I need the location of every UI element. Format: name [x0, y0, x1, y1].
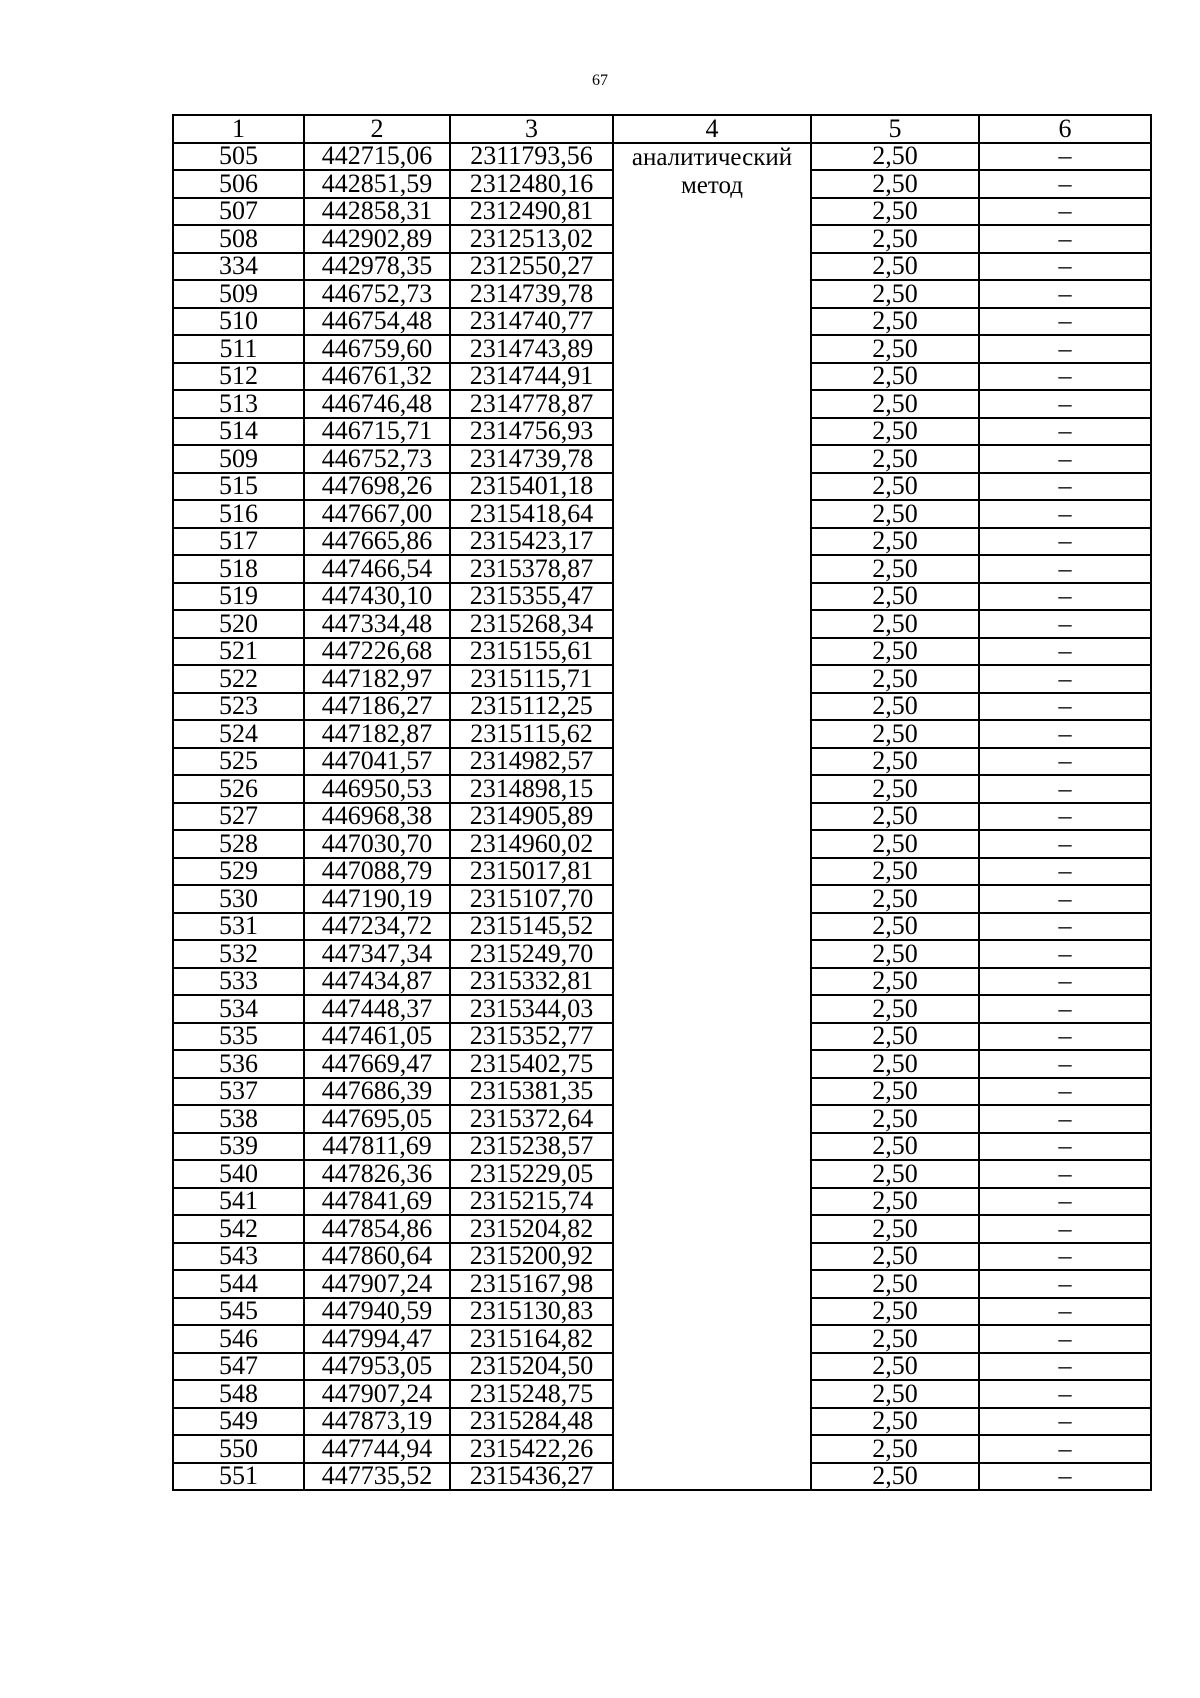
- accuracy-cell: 2,50: [811, 1298, 979, 1326]
- coordinate-y-cell: 2314960,02: [450, 830, 613, 858]
- coordinate-x-cell: 447466,54: [304, 555, 450, 583]
- point-number-cell: 510: [173, 308, 304, 336]
- column-6-cell: –: [979, 1105, 1151, 1133]
- column-6-cell: –: [979, 693, 1151, 721]
- column-6-cell: –: [979, 1188, 1151, 1216]
- point-number-cell: 534: [173, 995, 304, 1023]
- column-6-cell: –: [979, 445, 1151, 473]
- coordinate-y-cell: 2312550,27: [450, 253, 613, 281]
- coordinate-y-cell: 2315436,27: [450, 1463, 613, 1491]
- accuracy-cell: 2,50: [811, 693, 979, 721]
- column-6-cell: –: [979, 1243, 1151, 1271]
- accuracy-cell: 2,50: [811, 1408, 979, 1436]
- column-6-cell: –: [979, 1353, 1151, 1381]
- coordinate-x-cell: 447695,05: [304, 1105, 450, 1133]
- column-6-cell: –: [979, 280, 1151, 308]
- column-6-cell: –: [979, 500, 1151, 528]
- point-number-cell: 516: [173, 500, 304, 528]
- column-6-cell: –: [979, 528, 1151, 556]
- point-number-cell: 528: [173, 830, 304, 858]
- coordinate-y-cell: 2315112,25: [450, 693, 613, 721]
- accuracy-cell: 2,50: [811, 1078, 979, 1106]
- coordinate-y-cell: 2312513,02: [450, 225, 613, 253]
- point-number-cell: 523: [173, 693, 304, 721]
- point-number-cell: 540: [173, 1160, 304, 1188]
- column-6-cell: –: [979, 390, 1151, 418]
- column-6-cell: –: [979, 720, 1151, 748]
- accuracy-cell: 2,50: [811, 638, 979, 666]
- coordinate-x-cell: 447744,94: [304, 1435, 450, 1463]
- method-text: аналитический: [631, 143, 793, 171]
- column-6-cell: –: [979, 1435, 1151, 1463]
- coordinate-y-cell: 2315332,81: [450, 968, 613, 996]
- coordinate-y-cell: 2314739,78: [450, 445, 613, 473]
- point-number-cell: 545: [173, 1298, 304, 1326]
- point-number-cell: 542: [173, 1215, 304, 1243]
- header-cell-3: 3: [450, 115, 613, 143]
- coordinate-y-cell: 2315204,50: [450, 1353, 613, 1381]
- point-number-cell: 507: [173, 198, 304, 226]
- coordinate-x-cell: 447461,05: [304, 1023, 450, 1051]
- coordinate-y-cell: 2315238,57: [450, 1133, 613, 1161]
- coordinate-y-cell: 2315422,26: [450, 1435, 613, 1463]
- coordinate-y-cell: 2315423,17: [450, 528, 613, 556]
- column-6-cell: –: [979, 1133, 1151, 1161]
- accuracy-cell: 2,50: [811, 308, 979, 336]
- coordinate-y-cell: 2315378,87: [450, 555, 613, 583]
- coordinate-y-cell: 2315344,03: [450, 995, 613, 1023]
- accuracy-cell: 2,50: [811, 555, 979, 583]
- coordinate-x-cell: 447907,24: [304, 1380, 450, 1408]
- accuracy-cell: 2,50: [811, 253, 979, 281]
- accuracy-cell: 2,50: [811, 1105, 979, 1133]
- coordinate-x-cell: 447182,97: [304, 665, 450, 693]
- column-6-cell: –: [979, 858, 1151, 886]
- column-6-cell: –: [979, 665, 1151, 693]
- coordinate-y-cell: 2315130,83: [450, 1298, 613, 1326]
- column-6-cell: –: [979, 143, 1151, 171]
- column-6-cell: –: [979, 335, 1151, 363]
- coordinate-x-cell: 442715,06: [304, 143, 450, 171]
- coordinate-x-cell: 446950,53: [304, 775, 450, 803]
- accuracy-cell: 2,50: [811, 1188, 979, 1216]
- accuracy-cell: 2,50: [811, 1215, 979, 1243]
- coordinate-y-cell: 2315107,70: [450, 885, 613, 913]
- coordinate-x-cell: 447430,10: [304, 583, 450, 611]
- coordinate-x-cell: 446761,32: [304, 363, 450, 391]
- accuracy-cell: 2,50: [811, 748, 979, 776]
- column-6-cell: –: [979, 830, 1151, 858]
- accuracy-cell: 2,50: [811, 1435, 979, 1463]
- coordinate-x-cell: 447234,72: [304, 913, 450, 941]
- column-6-cell: –: [979, 1160, 1151, 1188]
- column-6-cell: –: [979, 940, 1151, 968]
- accuracy-cell: 2,50: [811, 830, 979, 858]
- accuracy-cell: 2,50: [811, 775, 979, 803]
- column-6-cell: –: [979, 995, 1151, 1023]
- coordinate-x-cell: 447667,00: [304, 500, 450, 528]
- accuracy-cell: 2,50: [811, 610, 979, 638]
- coordinate-y-cell: 2315402,75: [450, 1050, 613, 1078]
- point-number-cell: 513: [173, 390, 304, 418]
- column-6-cell: –: [979, 610, 1151, 638]
- coordinate-x-cell: 447698,26: [304, 473, 450, 501]
- column-6-cell: –: [979, 198, 1151, 226]
- point-number-cell: 532: [173, 940, 304, 968]
- accuracy-cell: 2,50: [811, 1243, 979, 1271]
- page-number: 67: [592, 72, 608, 89]
- accuracy-cell: 2,50: [811, 1353, 979, 1381]
- accuracy-cell: 2,50: [811, 968, 979, 996]
- accuracy-cell: 2,50: [811, 885, 979, 913]
- coordinate-y-cell: 2315229,05: [450, 1160, 613, 1188]
- table-row: [173, 143, 1151, 171]
- point-number-cell: 509: [173, 280, 304, 308]
- coordinate-y-cell: 2314744,91: [450, 363, 613, 391]
- coordinate-x-cell: 446759,60: [304, 335, 450, 363]
- point-number-cell: 547: [173, 1353, 304, 1381]
- point-number-cell: 539: [173, 1133, 304, 1161]
- accuracy-cell: 2,50: [811, 995, 979, 1023]
- coordinate-y-cell: 2314740,77: [450, 308, 613, 336]
- coordinate-y-cell: 2315167,98: [450, 1270, 613, 1298]
- coordinate-y-cell: 2314905,89: [450, 803, 613, 831]
- coordinate-y-cell: 2314898,15: [450, 775, 613, 803]
- coordinate-y-cell: 2315418,64: [450, 500, 613, 528]
- point-number-cell: 536: [173, 1050, 304, 1078]
- header-cell-4: 4: [613, 115, 811, 143]
- column-6-cell: –: [979, 1270, 1151, 1298]
- column-6-cell: –: [979, 1078, 1151, 1106]
- point-number-cell: 522: [173, 665, 304, 693]
- coordinate-y-cell: 2315248,75: [450, 1380, 613, 1408]
- column-6-cell: –: [979, 803, 1151, 831]
- coordinate-y-cell: 2311793,56: [450, 143, 613, 171]
- point-number-cell: 533: [173, 968, 304, 996]
- coordinate-x-cell: 447669,47: [304, 1050, 450, 1078]
- point-number-cell: 509: [173, 445, 304, 473]
- accuracy-cell: 2,50: [811, 280, 979, 308]
- coordinate-x-cell: 447854,86: [304, 1215, 450, 1243]
- coordinate-y-cell: 2315284,48: [450, 1408, 613, 1436]
- coordinate-y-cell: 2315372,64: [450, 1105, 613, 1133]
- column-6-cell: –: [979, 968, 1151, 996]
- coordinate-y-cell: 2315115,71: [450, 665, 613, 693]
- header-cell-2: 2: [304, 115, 450, 143]
- header-cell-6: 6: [979, 115, 1151, 143]
- point-number-cell: 530: [173, 885, 304, 913]
- point-number-cell: 525: [173, 748, 304, 776]
- coordinate-y-cell: 2315401,18: [450, 473, 613, 501]
- coordinate-x-cell: 446715,71: [304, 418, 450, 446]
- accuracy-cell: 2,50: [811, 665, 979, 693]
- column-6-cell: –: [979, 308, 1151, 336]
- coordinate-y-cell: 2314739,78: [450, 280, 613, 308]
- column-6-cell: –: [979, 1050, 1151, 1078]
- accuracy-cell: 2,50: [811, 583, 979, 611]
- point-number-cell: 515: [173, 473, 304, 501]
- point-number-cell: 508: [173, 225, 304, 253]
- coordinate-y-cell: 2315017,81: [450, 858, 613, 886]
- accuracy-cell: 2,50: [811, 1160, 979, 1188]
- column-6-cell: –: [979, 1298, 1151, 1326]
- coordinate-x-cell: 442851,59: [304, 170, 450, 198]
- column-6-cell: –: [979, 638, 1151, 666]
- point-number-cell: 514: [173, 418, 304, 446]
- coordinate-x-cell: 447811,69: [304, 1133, 450, 1161]
- point-number-cell: 550: [173, 1435, 304, 1463]
- accuracy-cell: 2,50: [811, 1270, 979, 1298]
- coordinate-y-cell: 2315164,82: [450, 1325, 613, 1353]
- accuracy-cell: 2,50: [811, 225, 979, 253]
- coordinate-x-cell: 446752,73: [304, 280, 450, 308]
- point-number-cell: 519: [173, 583, 304, 611]
- coordinate-x-cell: 447686,39: [304, 1078, 450, 1106]
- point-number-cell: 535: [173, 1023, 304, 1051]
- accuracy-cell: 2,50: [811, 335, 979, 363]
- table-body: [173, 115, 1151, 1490]
- column-6-cell: –: [979, 775, 1151, 803]
- column-6-cell: –: [979, 473, 1151, 501]
- column-6-cell: –: [979, 1215, 1151, 1243]
- point-number-cell: 512: [173, 363, 304, 391]
- coordinate-x-cell: 446754,48: [304, 308, 450, 336]
- coordinate-y-cell: 2314756,93: [450, 418, 613, 446]
- coordinate-x-cell: 447030,70: [304, 830, 450, 858]
- accuracy-cell: 2,50: [811, 473, 979, 501]
- point-number-cell: 548: [173, 1380, 304, 1408]
- accuracy-cell: 2,50: [811, 1050, 979, 1078]
- accuracy-cell: 2,50: [811, 143, 979, 171]
- coordinate-x-cell: 442902,89: [304, 225, 450, 253]
- accuracy-cell: 2,50: [811, 1133, 979, 1161]
- point-number-cell: 511: [173, 335, 304, 363]
- coordinate-y-cell: 2314778,87: [450, 390, 613, 418]
- column-6-cell: –: [979, 913, 1151, 941]
- point-number-cell: 551: [173, 1463, 304, 1491]
- coordinate-x-cell: 447860,64: [304, 1243, 450, 1271]
- coordinate-x-cell: 447940,59: [304, 1298, 450, 1326]
- coordinate-x-cell: 447873,19: [304, 1408, 450, 1436]
- coordinate-x-cell: 447347,34: [304, 940, 450, 968]
- accuracy-cell: 2,50: [811, 858, 979, 886]
- column-6-cell: –: [979, 885, 1151, 913]
- accuracy-cell: 2,50: [811, 418, 979, 446]
- accuracy-cell: 2,50: [811, 1023, 979, 1051]
- column-6-cell: –: [979, 1325, 1151, 1353]
- coordinate-x-cell: 447735,52: [304, 1463, 450, 1491]
- coordinate-y-cell: 2314743,89: [450, 335, 613, 363]
- coordinate-x-cell: 442978,35: [304, 253, 450, 281]
- point-number-cell: 546: [173, 1325, 304, 1353]
- coordinate-x-cell: 447994,47: [304, 1325, 450, 1353]
- column-6-cell: –: [979, 170, 1151, 198]
- coordinate-x-cell: 447434,87: [304, 968, 450, 996]
- coordinate-y-cell: 2315215,74: [450, 1188, 613, 1216]
- coordinate-y-cell: 2315268,34: [450, 610, 613, 638]
- column-6-cell: –: [979, 1408, 1151, 1436]
- accuracy-cell: 2,50: [811, 1380, 979, 1408]
- coordinate-y-cell: 2315355,47: [450, 583, 613, 611]
- point-number-cell: 334: [173, 253, 304, 281]
- accuracy-cell: 2,50: [811, 913, 979, 941]
- coordinate-x-cell: 447841,69: [304, 1188, 450, 1216]
- coordinate-x-cell: 446752,73: [304, 445, 450, 473]
- point-number-cell: 521: [173, 638, 304, 666]
- method-text: метод: [680, 171, 743, 199]
- coordinate-x-cell: 446968,38: [304, 803, 450, 831]
- coordinate-y-cell: 2315115,62: [450, 720, 613, 748]
- coordinate-y-cell: 2314982,57: [450, 748, 613, 776]
- accuracy-cell: 2,50: [811, 363, 979, 391]
- coordinate-y-cell: 2315249,70: [450, 940, 613, 968]
- column-6-cell: –: [979, 748, 1151, 776]
- coordinate-x-cell: 447665,86: [304, 528, 450, 556]
- coordinate-y-cell: 2312480,16: [450, 170, 613, 198]
- coordinate-x-cell: 447826,36: [304, 1160, 450, 1188]
- column-6-cell: –: [979, 225, 1151, 253]
- coordinate-x-cell: 447448,37: [304, 995, 450, 1023]
- coordinate-y-cell: 2315204,82: [450, 1215, 613, 1243]
- column-6-cell: –: [979, 253, 1151, 281]
- accuracy-cell: 2,50: [811, 1463, 979, 1491]
- accuracy-cell: 2,50: [811, 500, 979, 528]
- column-6-cell: –: [979, 1463, 1151, 1491]
- point-number-cell: 541: [173, 1188, 304, 1216]
- point-number-cell: 544: [173, 1270, 304, 1298]
- coordinate-x-cell: 447190,19: [304, 885, 450, 913]
- coordinate-x-cell: 447041,57: [304, 748, 450, 776]
- coordinate-x-cell: 447334,48: [304, 610, 450, 638]
- column-6-cell: –: [979, 1023, 1151, 1051]
- column-6-cell: –: [979, 363, 1151, 391]
- table-header-row: [173, 115, 1151, 143]
- coordinate-y-cell: 2315200,92: [450, 1243, 613, 1271]
- accuracy-cell: 2,50: [811, 803, 979, 831]
- point-number-cell: 527: [173, 803, 304, 831]
- accuracy-cell: 2,50: [811, 1325, 979, 1353]
- accuracy-cell: 2,50: [811, 445, 979, 473]
- coordinate-x-cell: 447088,79: [304, 858, 450, 886]
- point-number-cell: 537: [173, 1078, 304, 1106]
- column-6-cell: –: [979, 555, 1151, 583]
- accuracy-cell: 2,50: [811, 198, 979, 226]
- coordinate-x-cell: 442858,31: [304, 198, 450, 226]
- coordinate-y-cell: 2315381,35: [450, 1078, 613, 1106]
- coordinate-x-cell: 446746,48: [304, 390, 450, 418]
- point-number-cell: 538: [173, 1105, 304, 1133]
- point-number-cell: 531: [173, 913, 304, 941]
- coordinate-x-cell: 447182,87: [304, 720, 450, 748]
- accuracy-cell: 2,50: [811, 720, 979, 748]
- point-number-cell: 529: [173, 858, 304, 886]
- point-number-cell: 518: [173, 555, 304, 583]
- column-6-cell: –: [979, 583, 1151, 611]
- coordinate-x-cell: 447226,68: [304, 638, 450, 666]
- point-number-cell: 549: [173, 1408, 304, 1436]
- coordinate-x-cell: 447907,24: [304, 1270, 450, 1298]
- accuracy-cell: 2,50: [811, 940, 979, 968]
- coordinate-y-cell: 2315155,61: [450, 638, 613, 666]
- column-6-cell: –: [979, 418, 1151, 446]
- coordinate-y-cell: 2315145,52: [450, 913, 613, 941]
- point-number-cell: 505: [173, 143, 304, 171]
- coordinate-x-cell: 447186,27: [304, 693, 450, 721]
- method-cell: [613, 143, 811, 1491]
- coordinates-table: [172, 114, 1152, 1491]
- header-cell-1: 1: [173, 115, 304, 143]
- point-number-cell: 517: [173, 528, 304, 556]
- point-number-cell: 543: [173, 1243, 304, 1271]
- point-number-cell: 524: [173, 720, 304, 748]
- accuracy-cell: 2,50: [811, 390, 979, 418]
- header-cell-5: 5: [811, 115, 979, 143]
- accuracy-cell: 2,50: [811, 170, 979, 198]
- point-number-cell: 506: [173, 170, 304, 198]
- point-number-cell: 526: [173, 775, 304, 803]
- coordinate-y-cell: 2315352,77: [450, 1023, 613, 1051]
- coordinate-x-cell: 447953,05: [304, 1353, 450, 1381]
- point-number-cell: 520: [173, 610, 304, 638]
- coordinate-y-cell: 2312490,81: [450, 198, 613, 226]
- column-6-cell: –: [979, 1380, 1151, 1408]
- accuracy-cell: 2,50: [811, 528, 979, 556]
